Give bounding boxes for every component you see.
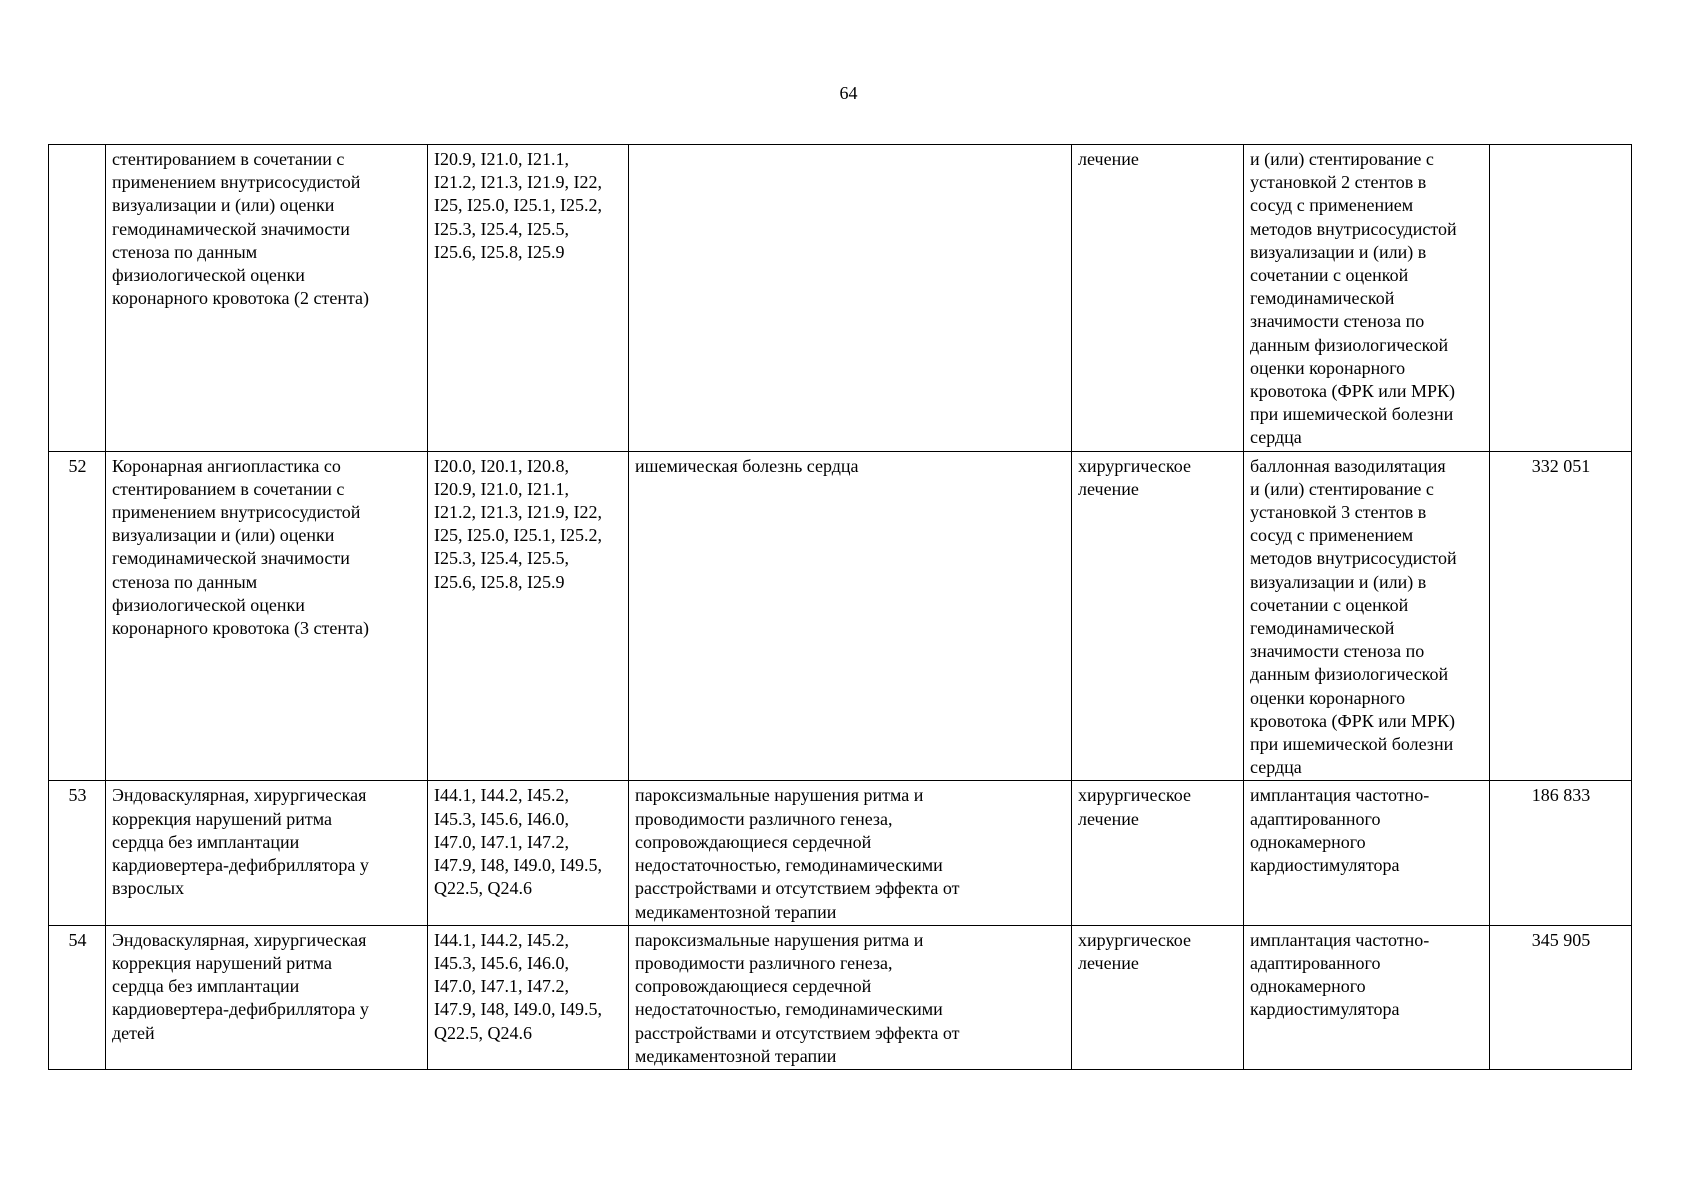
cell-text-line: коррекция нарушений ритма xyxy=(112,952,332,973)
cell-text-line: I25.6, I25.8, I25.9 xyxy=(434,241,565,262)
cell-text-line: сочетании с оценкой xyxy=(1250,265,1409,286)
cell-text-line: ишемическая болезнь сердца xyxy=(635,455,859,476)
cell-text-line: кровотока (ФРК или МРК) xyxy=(1250,381,1455,402)
cell-text-line: баллонная вазодилятация xyxy=(1250,455,1446,476)
cell-text-line: визуализации и (или) в xyxy=(1250,571,1427,592)
cell-text-line: I20.9, I21.0, I21.1, xyxy=(434,478,569,499)
cell-text-line: гемодинамической xyxy=(1250,288,1395,309)
cell-text-line: кардиовертера-дефибриллятора у xyxy=(112,999,369,1020)
cell-text-line: однокамерного xyxy=(1250,976,1366,997)
cell-text-line: кровотока (ФРК или МРК) xyxy=(1250,710,1455,731)
cell-text-line: Q22.5, Q24.6 xyxy=(434,1022,532,1043)
cell-text-line: I21.2, I21.3, I21.9, I22, xyxy=(434,172,602,193)
cell-text-line: данным физиологической xyxy=(1250,334,1449,355)
cell-text-line: сосуд с применением xyxy=(1250,525,1414,546)
row-number-cell: 54 xyxy=(49,925,106,1069)
cell-text-line: физиологической оценки xyxy=(112,594,305,615)
cell-text-line: I25.3, I25.4, I25.5, xyxy=(434,548,569,569)
cell-text-line: гемодинамической значимости xyxy=(112,218,350,239)
cell-text-line: методов внутрисосудистой xyxy=(1250,218,1457,239)
row-number-cell xyxy=(49,145,106,452)
cell-text-line: гемодинамической xyxy=(1250,618,1395,639)
cell-text-line: имплантация частотно- xyxy=(1250,929,1430,950)
cell-text-line: I25.3, I25.4, I25.5, xyxy=(434,218,569,239)
cell-text-line: установкой 3 стентов в xyxy=(1250,502,1427,523)
cell-text-line: и (или) стентирование с xyxy=(1250,478,1434,499)
cell-text-line: гемодинамической значимости xyxy=(112,548,350,569)
procedure-cell xyxy=(1244,451,1490,781)
table-body xyxy=(49,145,1632,1070)
cell-text-line: стеноза по данным xyxy=(112,241,258,262)
cell-text-line: стентированием в сочетании с xyxy=(112,478,345,499)
medical-care-table xyxy=(48,144,1632,1070)
treatment-type-cell xyxy=(1072,451,1244,781)
cell-text-line: адаптированного xyxy=(1250,808,1381,829)
diagnosis-codes-cell xyxy=(428,145,629,452)
cell-text-line: адаптированного xyxy=(1250,952,1381,973)
cell-text-line: I47.0, I47.1, I47.2, xyxy=(434,831,569,852)
cell-text-line: при ишемической болезни xyxy=(1250,734,1454,755)
cell-text-line: методов внутрисосудистой xyxy=(1250,548,1457,569)
cost-cell: 332 051 xyxy=(1490,451,1632,781)
cell-text-line: однокамерного xyxy=(1250,831,1366,852)
diagnosis-codes-cell xyxy=(428,925,629,1069)
patient-model-cell xyxy=(629,925,1072,1069)
cell-text-line: I25, I25.0, I25.1, I25.2, xyxy=(434,195,602,216)
cell-text-line: медикаментозной терапии xyxy=(635,1045,837,1066)
method-cell xyxy=(106,781,428,925)
patient-model-cell xyxy=(629,781,1072,925)
diagnosis-codes-cell xyxy=(428,781,629,925)
cell-text-line: имплантация частотно- xyxy=(1250,785,1430,806)
cell-text-line: коронарного кровотока (2 стента) xyxy=(112,288,370,309)
cell-text-line: оценки коронарного xyxy=(1250,687,1406,708)
cell-text-line: сердца xyxy=(1250,427,1302,448)
procedure-cell xyxy=(1244,145,1490,452)
row-number-cell: 52 xyxy=(49,451,106,781)
cell-text-line: I45.3, I45.6, I46.0, xyxy=(434,808,569,829)
cell-text-line: сердца без имплантации xyxy=(112,831,300,852)
treatment-type-cell xyxy=(1072,781,1244,925)
cell-text-line: и (или) стентирование с xyxy=(1250,149,1434,169)
cell-text-line: при ишемической болезни xyxy=(1250,404,1454,425)
table-row xyxy=(49,781,1632,925)
cell-text-line: расстройствами и отсутствием эффекта от xyxy=(635,878,960,899)
cell-text-line: хирургическое xyxy=(1078,455,1191,476)
cell-text-line: расстройствами и отсутствием эффекта от xyxy=(635,1022,960,1043)
cell-text-line: кардиостимулятора xyxy=(1250,999,1400,1020)
cell-text-line: I21.2, I21.3, I21.9, I22, xyxy=(434,502,602,523)
cell-text-line: сосуд с применением xyxy=(1250,195,1414,216)
cell-text-line: недостаточностью, гемодинамическими xyxy=(635,999,943,1020)
cell-text-line: сердца xyxy=(1250,757,1302,778)
cell-text-line: I44.1, I44.2, I45.2, xyxy=(434,785,569,806)
cell-text-line: детей xyxy=(112,1022,155,1043)
cost-cell: 186 833 xyxy=(1490,781,1632,925)
patient-model-cell xyxy=(629,451,1072,781)
cell-text-line: недостаточностью, гемодинамическими xyxy=(635,855,943,876)
page-number: 64 xyxy=(839,83,858,103)
table-row xyxy=(49,451,1632,781)
cell-text-line: сердца без имплантации xyxy=(112,976,300,997)
cell-text-line: Эндоваскулярная, хирургическая xyxy=(112,929,367,950)
cell-text-line: визуализации и (или) в xyxy=(1250,241,1427,262)
cell-text-line: кардиостимулятора xyxy=(1250,855,1400,876)
procedure-cell xyxy=(1244,925,1490,1069)
table-row xyxy=(49,925,1632,1069)
cell-text-line: оценки коронарного xyxy=(1250,357,1406,378)
cell-text-line: кардиовертера-дефибриллятора у xyxy=(112,855,369,876)
cell-text-line: проводимости различного генеза, xyxy=(635,808,893,829)
row-number-cell: 53 xyxy=(49,781,106,925)
cell-text-line: применением внутрисосудистой xyxy=(112,172,361,193)
cell-text-line: применением внутрисосудистой xyxy=(112,502,361,523)
treatment-type-cell xyxy=(1072,145,1244,452)
cell-text-line: лечение xyxy=(1078,478,1139,499)
method-cell xyxy=(106,451,428,781)
cell-text-line: сопровождающиеся сердечной xyxy=(635,976,872,997)
cell-text-line: лечение xyxy=(1078,808,1139,829)
cost-cell: 345 905 xyxy=(1490,925,1632,1069)
cell-text-line: физиологической оценки xyxy=(112,265,305,286)
cell-text-line: визуализации и (или) оценки xyxy=(112,195,335,216)
cell-text-line: коррекция нарушений ритма xyxy=(112,808,332,829)
cell-text-line: Коронарная ангиопластика со xyxy=(112,455,341,476)
cell-text-line: I25.6, I25.8, I25.9 xyxy=(434,571,565,592)
cell-text-line: I44.1, I44.2, I45.2, xyxy=(434,929,569,950)
cell-text-line: установкой 2 стентов в xyxy=(1250,172,1427,193)
cell-text-line: I20.9, I21.0, I21.1, xyxy=(434,149,569,169)
patient-model-cell xyxy=(629,145,1072,452)
cell-text-line: I20.0, I20.1, I20.8, xyxy=(434,455,569,476)
cell-text-line: коронарного кровотока (3 стента) xyxy=(112,618,370,639)
table-row xyxy=(49,145,1632,452)
cell-text-line: I47.9, I48, I49.0, I49.5, xyxy=(434,855,602,876)
method-cell xyxy=(106,925,428,1069)
cell-text-line: стеноза по данным xyxy=(112,571,258,592)
cell-text-line: I47.9, I48, I49.0, I49.5, xyxy=(434,999,602,1020)
cell-text-line: пароксизмальные нарушения ритма и xyxy=(635,929,924,950)
procedure-cell xyxy=(1244,781,1490,925)
cell-text-line: I25, I25.0, I25.1, I25.2, xyxy=(434,525,602,546)
diagnosis-codes-cell xyxy=(428,451,629,781)
cell-text-line: сочетании с оценкой xyxy=(1250,594,1409,615)
cell-text-line: I45.3, I45.6, I46.0, xyxy=(434,952,569,973)
cell-text-line: Q22.5, Q24.6 xyxy=(434,878,532,899)
cell-text-line: значимости стеноза по xyxy=(1250,641,1425,662)
cost-cell xyxy=(1490,145,1632,452)
treatment-type-cell xyxy=(1072,925,1244,1069)
cell-text-line: пароксизмальные нарушения ритма и xyxy=(635,785,924,806)
cell-text-line: проводимости различного генеза, xyxy=(635,952,893,973)
cell-text-line: лечение xyxy=(1078,149,1139,169)
cell-text-line: данным физиологической xyxy=(1250,664,1449,685)
cell-text-line: взрослых xyxy=(112,878,185,899)
method-cell xyxy=(106,145,428,452)
cell-text-line: лечение xyxy=(1078,952,1139,973)
cell-text-line: значимости стеноза по xyxy=(1250,311,1425,332)
cell-text-line: стентированием в сочетании с xyxy=(112,149,345,169)
cell-text-line: хирургическое xyxy=(1078,929,1191,950)
cell-text-line: визуализации и (или) оценки xyxy=(112,525,335,546)
cell-text-line: сопровождающиеся сердечной xyxy=(635,831,872,852)
cell-text-line: Эндоваскулярная, хирургическая xyxy=(112,785,367,806)
cell-text-line: I47.0, I47.1, I47.2, xyxy=(434,976,569,997)
cell-text-line: хирургическое xyxy=(1078,785,1191,806)
cell-text-line: медикаментозной терапии xyxy=(635,901,837,922)
